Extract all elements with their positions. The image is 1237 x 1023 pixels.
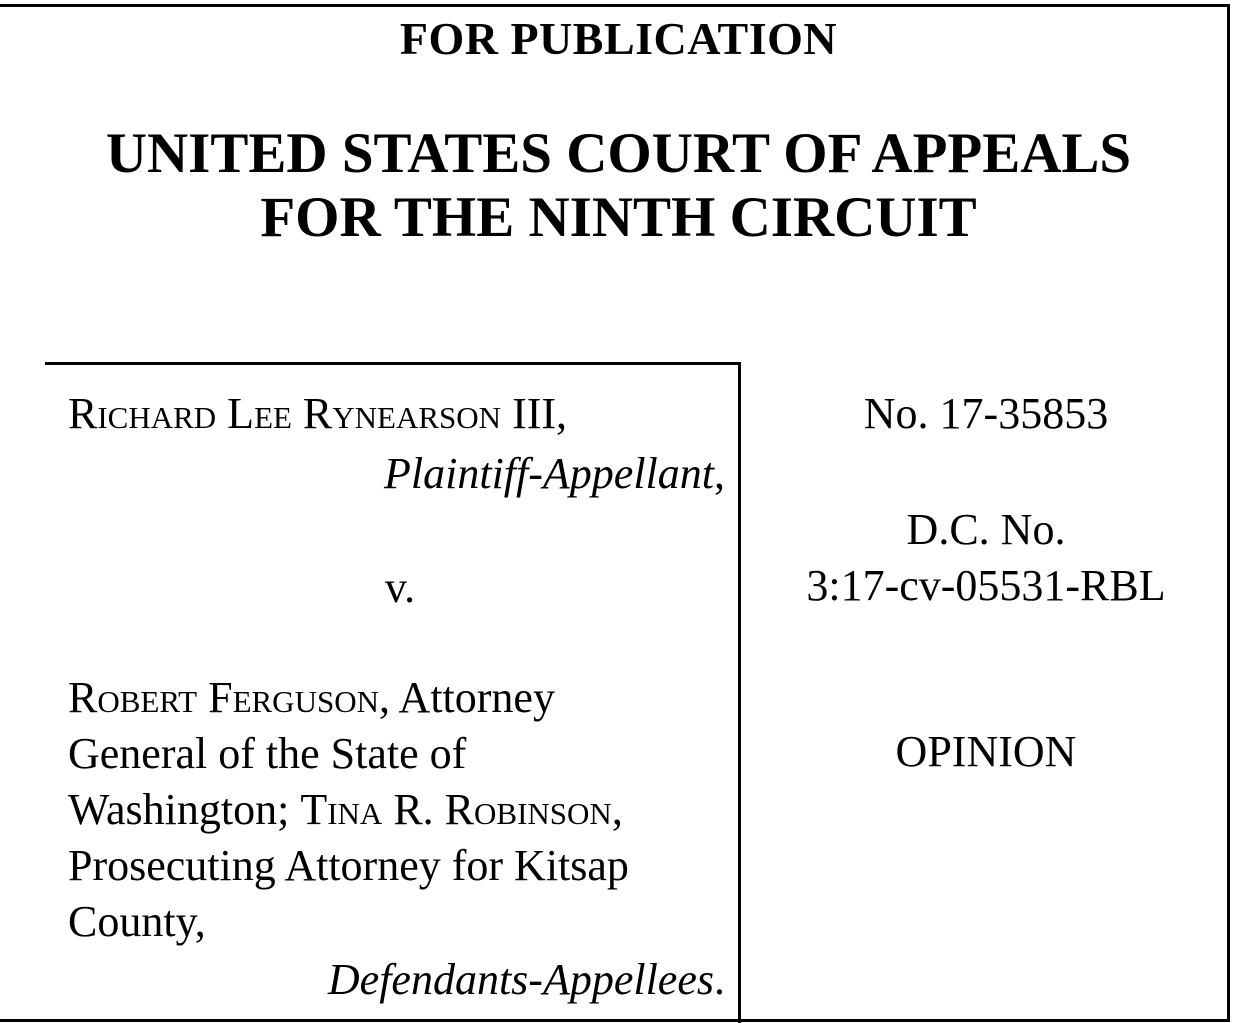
plaintiff-name-line [68, 386, 567, 442]
defendant-1-title: , Attorney [378, 673, 555, 722]
defendants-role-line [328, 954, 725, 1005]
plaintiff-role-line [384, 448, 725, 499]
publication-status: FOR PUBLICATION [399, 13, 838, 64]
district-court-number: 3:17-cv-05531-RBL [806, 561, 1166, 610]
district-court-label: D.C. No. [906, 505, 1066, 554]
defendant-line-2: General of the State of [68, 729, 467, 778]
defendants-role-suffix: . [714, 955, 725, 1004]
court-title [0, 122, 1237, 250]
defendant-line-1 [68, 670, 555, 726]
versus-label: v. [384, 563, 416, 612]
defendant-1-name: Robert Ferguson [68, 673, 379, 722]
plaintiff-name: Richard Lee Rynearson III [68, 389, 557, 438]
defendant-line-3 [68, 782, 623, 838]
defendant-line-3-start: Washington; [68, 785, 301, 834]
court-title-line-1: UNITED STATES COURT OF APPEALS [105, 122, 1132, 185]
plaintiff-name-suffix: , [556, 389, 568, 438]
defendant-line-5: County, [68, 897, 206, 946]
document-type: OPINION [895, 727, 1077, 776]
defendant-line-3-end: , [611, 785, 623, 834]
defendant-2-name: Tina R. Robinson [300, 785, 612, 834]
defendants-role: Defendants-Appellees [327, 955, 714, 1004]
court-title-line-2: FOR THE NINTH CIRCUIT [260, 186, 977, 249]
case-number: No. 17-35853 [863, 389, 1109, 438]
plaintiff-role: Plaintiff-Appellant [384, 449, 714, 498]
plaintiff-role-suffix: , [714, 449, 725, 498]
defendant-line-4: Prosecuting Attorney for Kitsap [68, 841, 629, 890]
